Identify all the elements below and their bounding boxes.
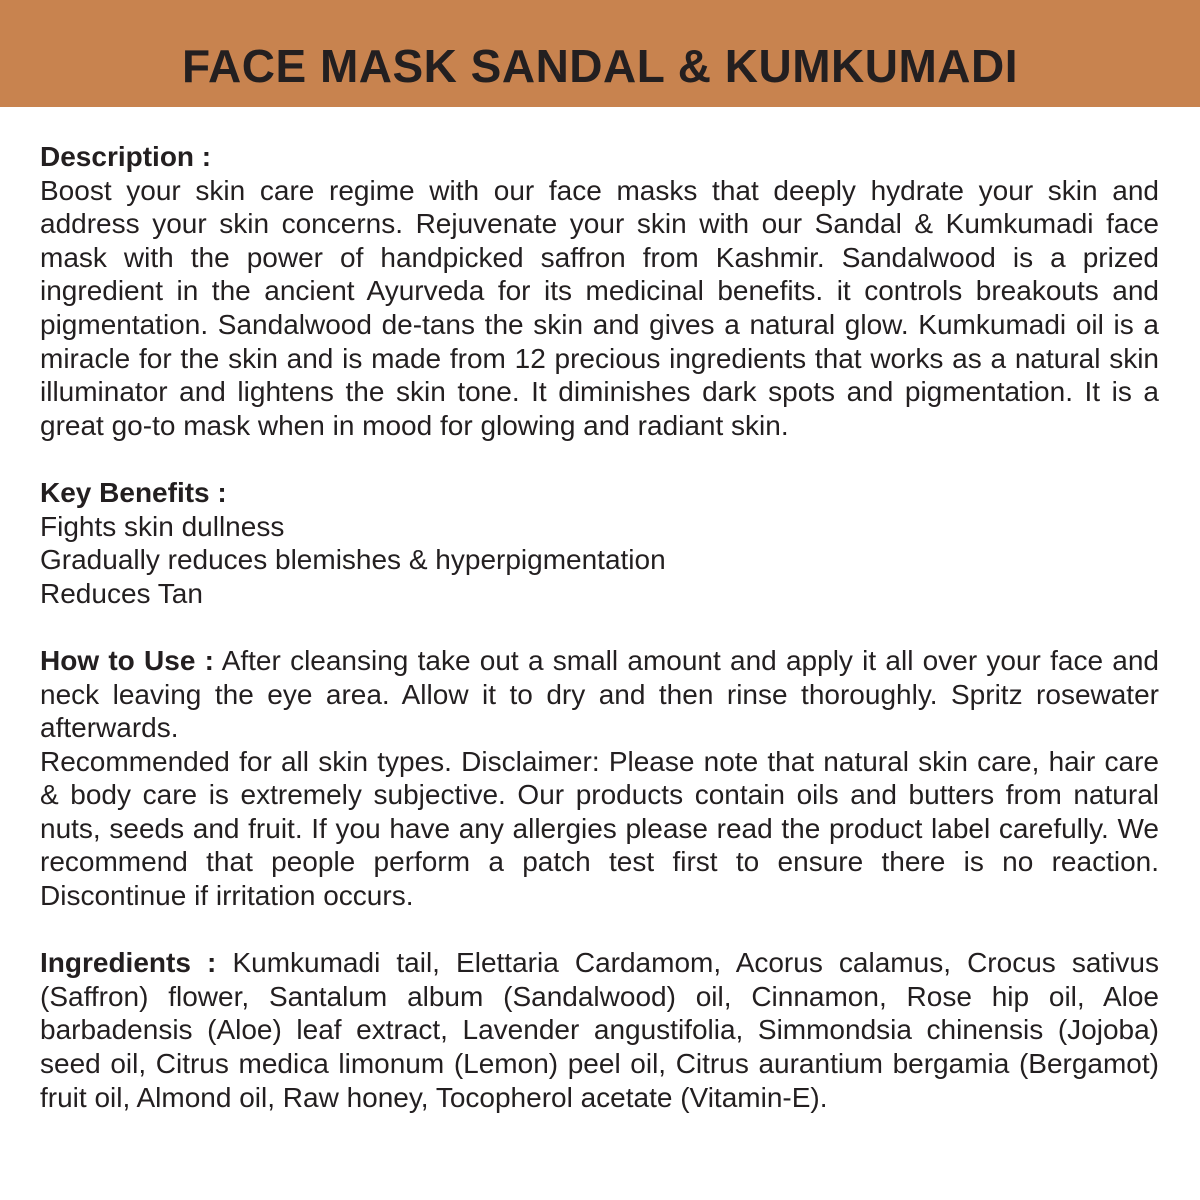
disclaimer-text: Recommended for all skin types. Disclaimer: Please note that natural skin care, hair care & body care is extremely subjective. Our products contain oils and butters from natural nuts, seeds and fruit. If you have any allergies please read the product label carefully. We recommend that people perform a patch test first to ensure there is no reaction. Discontinue if irritation occurs. (40, 745, 1159, 912)
header-banner (0, 0, 1200, 107)
ingredients-heading: Ingredients : (40, 947, 217, 979)
description-heading: Description : (40, 141, 212, 172)
how-to-use-body: After cleansing take out a small amount and apply it all over your face and neck leaving the eye area. Allow it to dry and then rinse thoroughly. Spritz rosewater afterwards. (40, 644, 1160, 744)
ingredients-body: Kumkumadi tail, Elettaria Cardamom, Acorus calamus, Crocus sativus (Saffron) flower, Santalum album (Sandalwood) oil, Cinnamon, Rose hip oil, Aloe barbadensis (Aloe) leaf extract, Lavender angustifolia, Simmondsia chinensis (Jojoba) seed oil, Citrus medica limonum (Lemon) peel oil, Citrus aurantium bergamia (Bergamot) fruit oil, Almond oil, Raw honey, Tocopherol acetate (Vitamin-E). (40, 947, 1160, 1113)
page-title: FACE MASK SANDAL & KUMKUMADI (181, 39, 1019, 92)
benefit-item: Fights skin dullness (40, 510, 285, 542)
key-benefits-section (40, 476, 1159, 610)
ingredients-text (40, 946, 1159, 1114)
benefit-item: Gradually reduces blemishes & hyperpigmentation (40, 544, 666, 576)
how-to-use-section (40, 644, 1159, 913)
benefit-item: Reduces Tan (40, 577, 203, 609)
description-text: Boost your skin care regime with our face masks that deeply hydrate your skin and address your skin concerns. Rejuvenate your skin with our Sandal & Kumkumadi face mask with the power of handpicked saffron from Kashmir. Sandalwood is a prized ingredient in the ancient Ayurveda for its medicinal benefits. it controls breakouts and pigmentation. Sandalwood de-tans the skin and gives a natural glow. Kumkumadi oil is a miracle for the skin and is made from 12 precious ingredients that works as a natural skin illuminator and lightens the skin tone. It diminishes dark spots and pigmentation. It is a great go-to mask when in mood for glowing and radiant skin. (40, 174, 1159, 441)
product-details (40, 140, 1159, 1148)
key-benefits-heading: Key Benefits : (40, 476, 227, 508)
how-to-use-heading: How to Use : (40, 644, 214, 676)
how-to-use-text (40, 644, 1159, 745)
description-section (40, 140, 1159, 442)
ingredients-section (40, 946, 1159, 1114)
